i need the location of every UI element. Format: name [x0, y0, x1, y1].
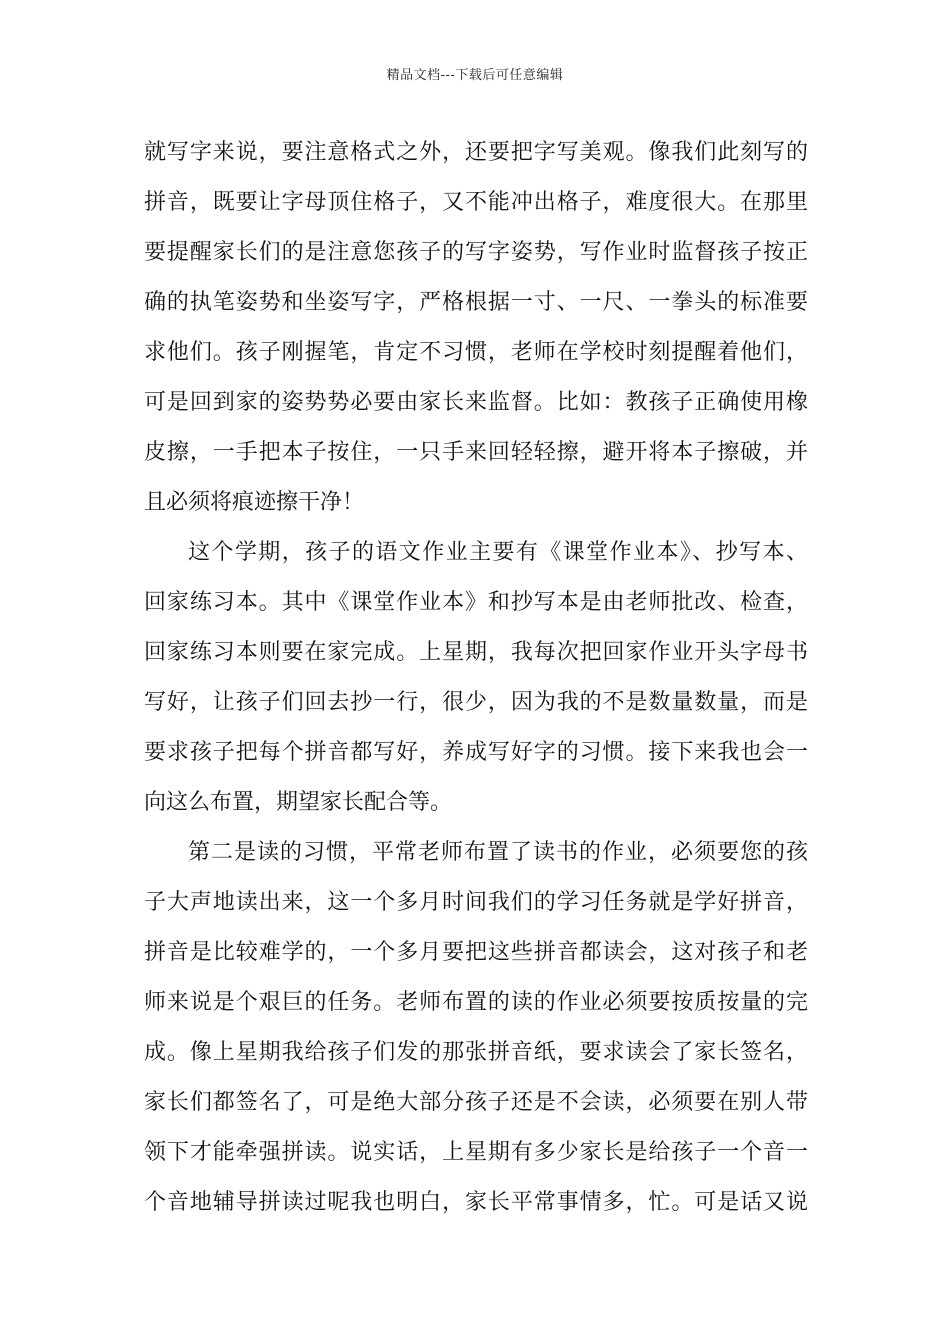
text-line: 成。像上星期我给孩子们发的那张拼音纸，要求读会了家长签名，: [144, 1040, 808, 1065]
document-body: [144, 128, 808, 1228]
text-line: 求他们。孩子刚握笔，肯定不习惯，老师在学校时刻提醒着他们，: [144, 340, 808, 365]
text-line: 师来说是个艰巨的任务。老师布置的读的作业必须要按质按量的完: [144, 990, 808, 1015]
text-line: 要求孩子把每个拼音都写好，养成写好字的习惯。接下来我也会一: [144, 740, 808, 765]
text-line: 第二是读的习惯，平常老师布置了读书的作业，必须要您的孩: [188, 840, 808, 865]
text-line: 要提醒家长们的是注意您孩子的写字姿势，写作业时监督孩子按正: [144, 240, 808, 265]
text-line: 子大声地读出来，这一个多月时间我们的学习任务就是学好拼音，: [144, 890, 808, 915]
page-header: 精品文档---下载后可任意编辑: [386, 68, 564, 83]
text-line: 写好，让孩子们回去抄一行，很少，因为我的不是数量数量，而是: [144, 690, 808, 715]
text-line: 可是回到家的姿势势必要由家长来监督。比如：教孩子正确使用橡: [144, 390, 808, 415]
text-line: 皮擦，一手把本子按住，一只手来回轻轻擦，避开将本子擦破，并: [144, 440, 808, 465]
text-line: 拼音是比较难学的，一个多月要把这些拼音都读会，这对孩子和老: [144, 940, 808, 965]
text-line: 向这么布置，期望家长配合等。: [144, 790, 453, 815]
text-line: 且必须将痕迹擦干净！: [144, 490, 365, 515]
text-line: 回家练习本。其中《课堂作业本》和抄写本是由老师批改、检查，: [144, 590, 808, 615]
text-line: 拼音，既要让字母顶住格子，又不能冲出格子，难度很大。在那里: [144, 190, 808, 215]
text-line: 个音地辅导拼读过呢我也明白，家长平常事情多，忙。可是话又说: [144, 1190, 808, 1215]
text-line: 就写字来说，要注意格式之外，还要把字写美观。像我们此刻写的: [144, 140, 808, 165]
text-line: 确的执笔姿势和坐姿写字，严格根据一寸、一尺、一拳头的标准要: [144, 290, 808, 315]
text-line: 家长们都签名了，可是绝大部分孩子还是不会读，必须要在别人带: [144, 1090, 808, 1115]
text-line: 回家练习本则要在家完成。上星期，我每次把回家作业开头字母书: [144, 640, 808, 665]
text-line: 领下才能牵强拼读。说实话，上星期有多少家长是给孩子一个音一: [144, 1140, 808, 1165]
text-line: 这个学期，孩子的语文作业主要有《课堂作业本》、抄写本、: [188, 540, 808, 565]
